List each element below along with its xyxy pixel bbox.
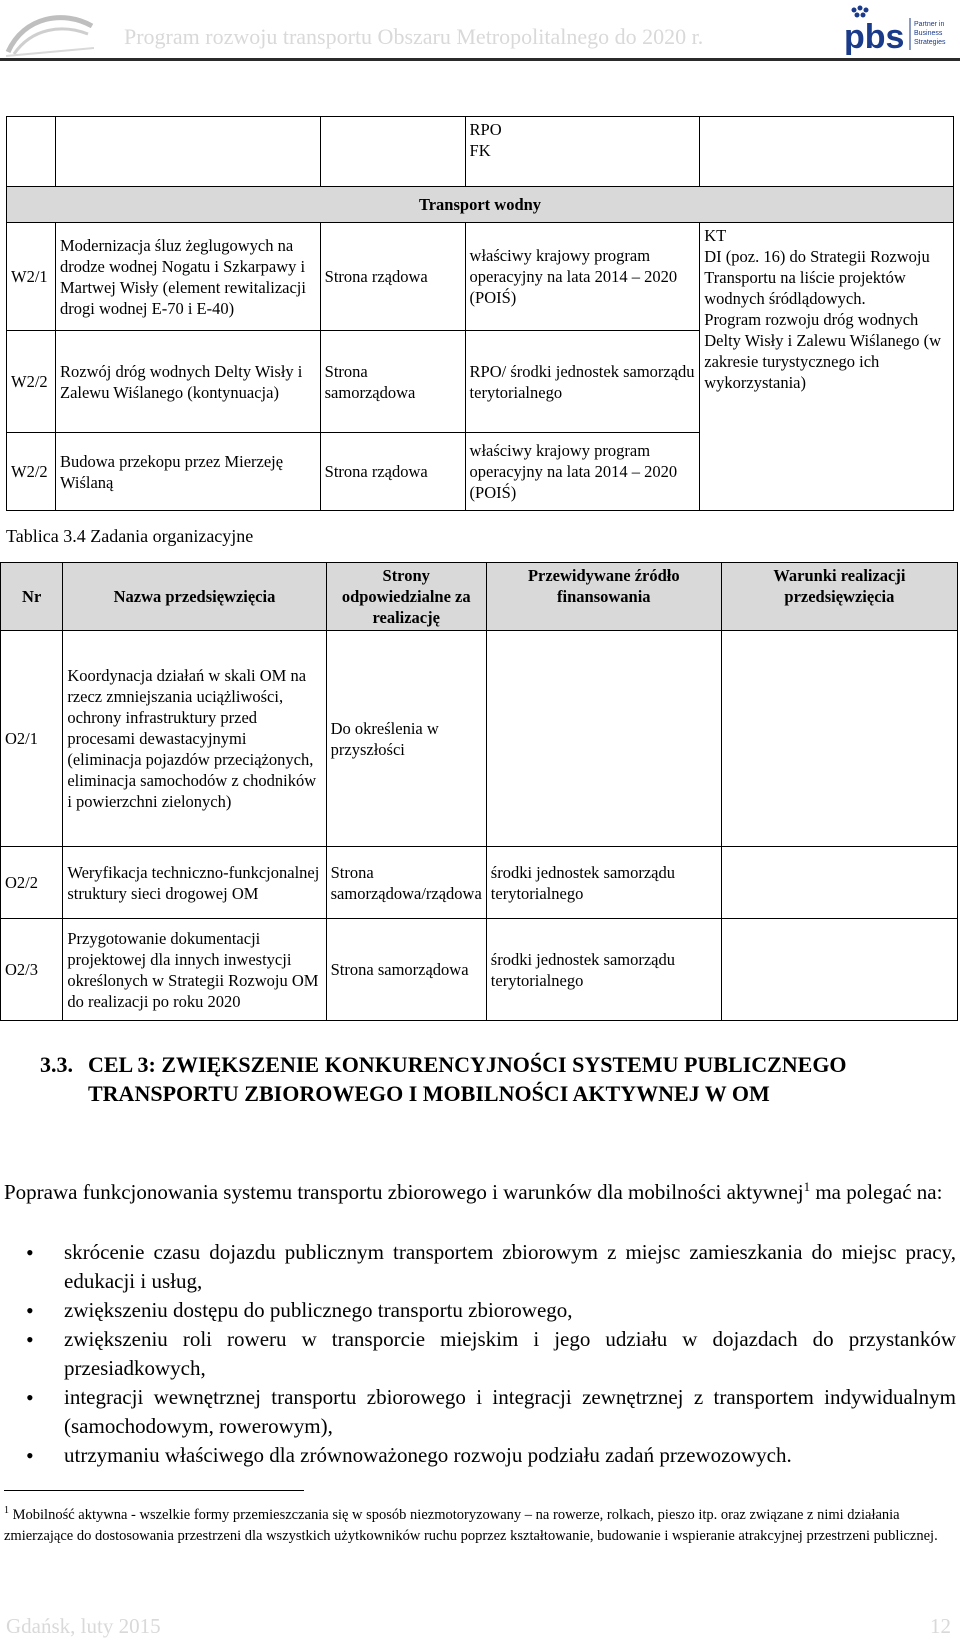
header-title: Program rozwoju transportu Obszaru Metropolitalnego do 2020 r.: [124, 24, 704, 49]
funding-cell: [486, 631, 721, 847]
party-cell: Do określenia w przyszłości: [326, 631, 486, 847]
header-divider: [0, 58, 960, 61]
section-header-cell: Transport wodny: [7, 187, 954, 223]
party-cell: Strona samorządowa: [320, 331, 465, 433]
page-number: 12: [930, 1614, 951, 1638]
nr-cell: O2/1: [1, 631, 63, 847]
funding-cell: środki jednostek samorządu terytorialnego: [486, 919, 721, 1021]
conditions-cell: [721, 847, 957, 919]
footnote-text: - wszelkie formy przemieszczania się w sposób niezmotoryzowany – na rowerze, rolkach, pieszo itp. oraz związane z nimi działania zmierzające do dostosowania przestrzeni dla wszystkich użytkowników ruchu poprzez kształtowanie, budowanie i wspieranie atrakcyjnej przestrzeni publicznej.: [4, 1506, 938, 1544]
nr-cell: O2/2: [1, 847, 63, 919]
nr-cell: W2/1: [7, 223, 56, 331]
pbs-logo: [840, 4, 958, 56]
name-cell: Budowa przekopu przez Mierzeję Wiślaną: [55, 433, 320, 511]
table-row: [7, 223, 954, 331]
metropolitan-logo: [4, 8, 96, 60]
list-item: • utrzymaniu właściwego dla zrównoważonego rozwoju podziału zadań przewozowych.: [22, 1441, 956, 1470]
conditions-cell: KT DI (poz. 16) do Strategii Rozwoju Transportu na liście projektów wodnych śródlądowych. Program rozwoju dróg wodnych Delty Wisły i Zalewu Wiślanego (w zakresie turystycznego ich wykorzystania): [700, 223, 954, 511]
svg-text:Partner in: Partner in: [914, 21, 945, 28]
table-row: [7, 117, 954, 187]
funding-cell: właściwy krajowy program operacyjny na lata 2014 – 2020 (POIŚ): [465, 433, 700, 511]
party-cell: Strona rządowa: [320, 433, 465, 511]
section-number: 3.3.: [40, 1052, 73, 1077]
name-cell: Weryfikacja techniczno-funkcjonalnej struktury sieci drogowej OM: [63, 847, 326, 919]
table-row: [1, 631, 958, 847]
table-row: [1, 919, 958, 1021]
conditions-cell: [721, 631, 957, 847]
table-section-header: [7, 187, 954, 223]
party-cell: Strona samorządowa/rządowa: [326, 847, 486, 919]
svg-text:Business: Business: [914, 30, 943, 37]
table-caption: Tablica 3.4 Zadania organizacyjne: [6, 526, 254, 546]
section-title: CEL 3: ZWIĘKSZENIE KONKURENCYJNOŚCI SYSTEMU PUBLICZNEGO TRANSPORTU ZBIOROWEGO I MOBILNOŚCI AKTYWNEJ W OM: [88, 1052, 847, 1106]
nr-cell: O2/3: [1, 919, 63, 1021]
list-item: • skrócenie czasu dojazdu publicznym transportem zbiorowym z miejsc zamieszkania do miejsc pracy, edukacji i usług,: [22, 1238, 956, 1296]
funding-cell: właściwy krajowy program operacyjny na lata 2014 – 2020 (POIŚ): [465, 223, 700, 331]
list-item: • integracji wewnętrznej transportu zbiorowego i integracji zewnętrznej z transportem indywidualnym (samochodowym, rowerowym),: [22, 1383, 956, 1441]
funding-cell: RPO FK: [465, 117, 700, 187]
header-conditions: Warunki realizacji przedsięwzięcia: [721, 563, 957, 631]
svg-text:pbs: pbs: [844, 18, 905, 56]
table-header-row: [1, 563, 958, 631]
name-cell: Rozwój dróg wodnych Delty Wisły i Zalewu Wiślanego (kontynuacja): [55, 331, 320, 433]
list-item: • zwiększeniu dostępu do publicznego transportu zbiorowego,: [22, 1296, 956, 1325]
header-party: Strony odpowiedzialne za realizację: [326, 563, 486, 631]
footnote-term: Mobilność aktywna: [12, 1506, 128, 1523]
organizational-tasks-table: [0, 562, 958, 1021]
funding-cell: RPO/ środki jednostek samorządu terytorialnego: [465, 331, 700, 433]
header-nr: Nr: [1, 563, 63, 631]
funding-cell: środki jednostek samorządu terytorialnego: [486, 847, 721, 919]
footnote-divider: [4, 1490, 304, 1491]
name-cell: Modernizacja śluz żeglugowych na drodze wodnej Nogatu i Szkarpawy i Martwej Wisły (element rewitalizacji drogi wodnej E-70 i E-40): [55, 223, 320, 331]
name-cell: Koordynacja działań w skali OM na rzecz zmniejszania uciążliwości, ochrony infrastruktury przed procesami dewastacyjnymi (eliminacja pojazdów przeciążonych, eliminacja samochodów z chodników i powierzchni zielonych): [63, 631, 326, 847]
name-cell: Przygotowanie dokumentacji projektowej dla innych inwestycji określonych w Strategii Rozwoju OM do realizacji po roku 2020: [63, 919, 326, 1021]
nr-cell: W2/2: [7, 433, 56, 511]
intro-paragraph: Poprawa funkcjonowania systemu transportu zbiorowego i warunków dla mobilności aktywnej$^1$ ma polegać na:: [4, 1179, 943, 1204]
nr-cell: W2/2: [7, 331, 56, 433]
goals-list: [22, 1238, 956, 1470]
header-name: Nazwa przedsięwzięcia: [63, 563, 326, 631]
svg-text:Strategies: Strategies: [914, 39, 946, 46]
party-cell: Strona rządowa: [320, 223, 465, 331]
header-funding: Przewidywane źródło finansowania: [486, 563, 721, 631]
footnote-marker: 1: [4, 1505, 9, 1516]
party-cell: Strona samorządowa: [326, 919, 486, 1021]
list-item: • zwiększeniu roli roweru w transporcie miejskim i jego udziału w dojazdach do przystanków przesiadkowych,: [22, 1325, 956, 1383]
table-row: [1, 847, 958, 919]
footnote: [4, 1500, 956, 1547]
water-transport-table: [6, 116, 954, 511]
footer-place-date: Gdańsk, luty 2015: [6, 1614, 161, 1638]
footnote-ref[interactable]: 1: [803, 1179, 811, 1194]
page-header: [0, 0, 960, 62]
conditions-cell: [721, 919, 957, 1021]
